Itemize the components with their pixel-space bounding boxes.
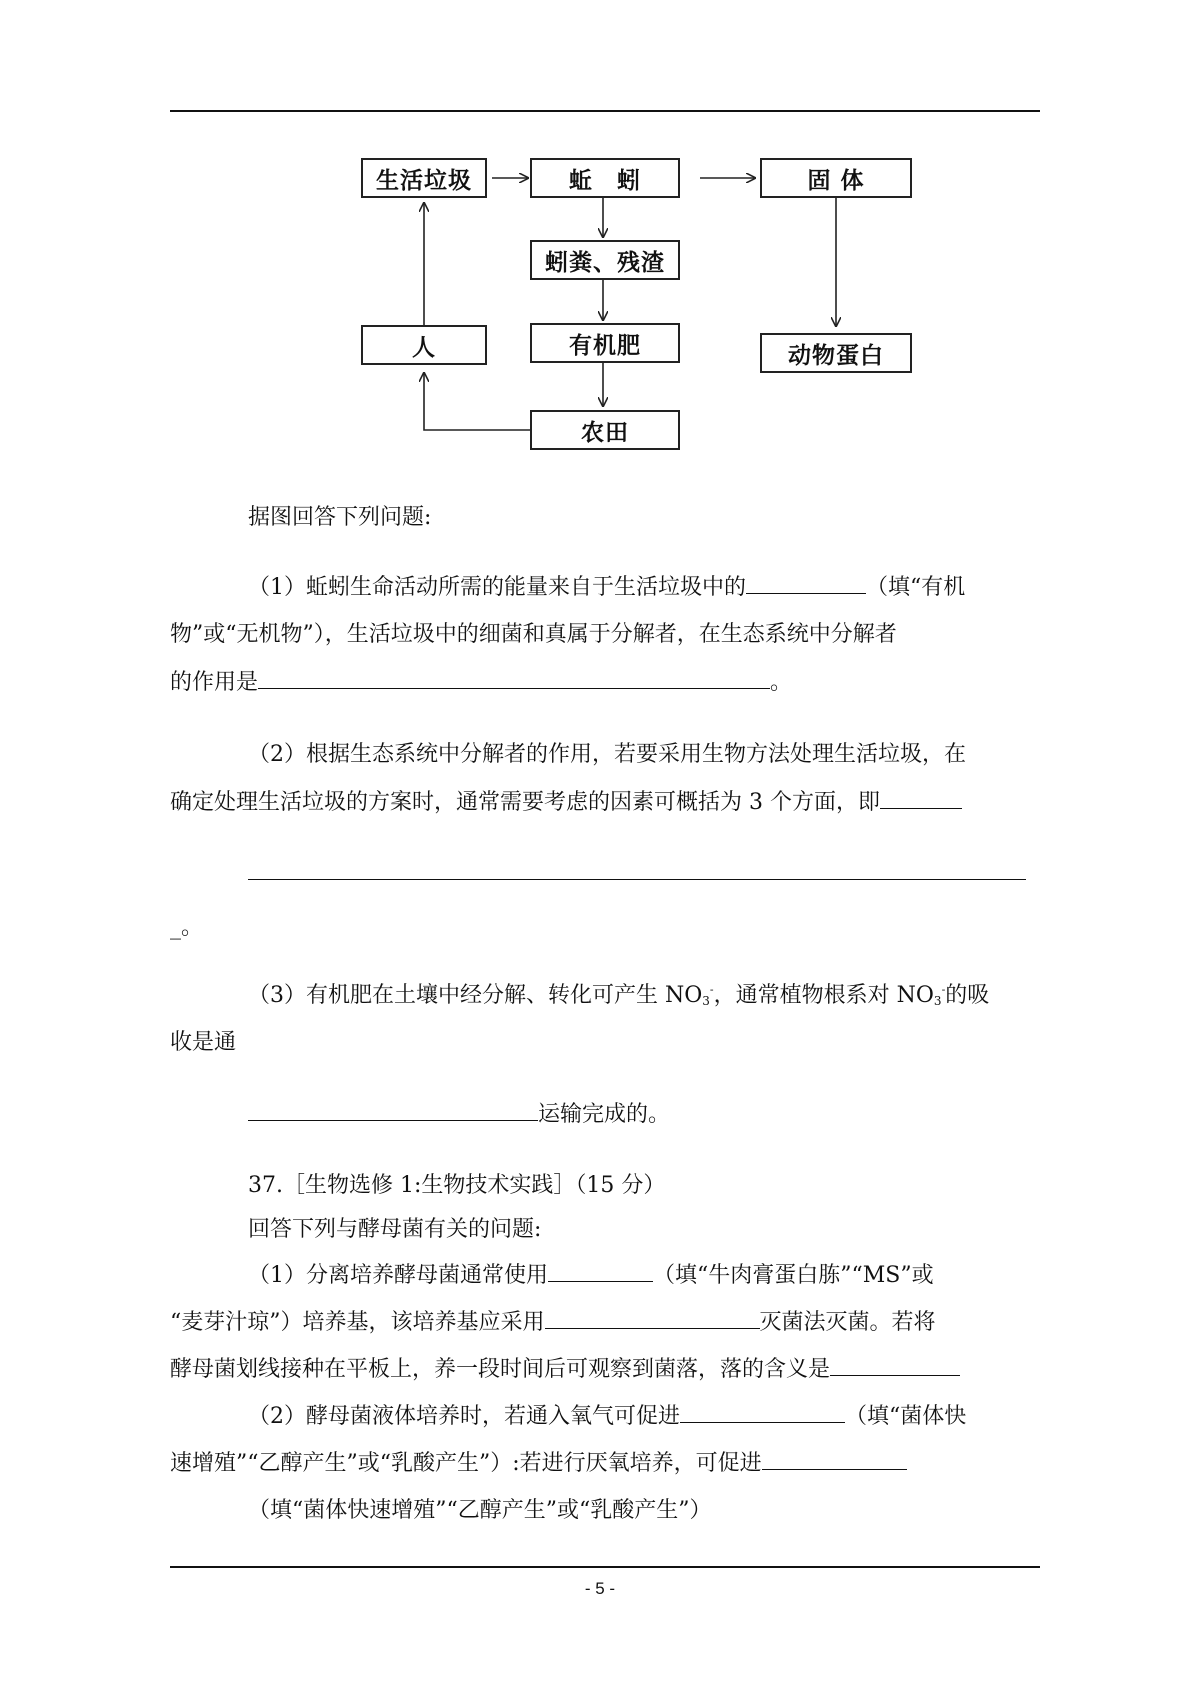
intro-line xyxy=(248,500,1118,531)
node-fertilizer: 有机肥 xyxy=(530,323,680,363)
q37-p2c: 速增殖”“乙醇产生”或“乳酸产生”）:若进行厌氧培养，可促进 xyxy=(170,1451,762,1477)
node-garbage: 生活垃圾 xyxy=(361,158,487,198)
q37-p1d: 灭菌法灭菌。若将 xyxy=(759,1310,936,1336)
node-protein: 动物蛋白 xyxy=(760,333,912,373)
q3-line-1 xyxy=(248,978,1118,1009)
q3-ion-sub-1: 3 xyxy=(702,994,710,1008)
q37-p1e: 酵母菌划线接种在平板上，养一段时间后可观察到菌落，落的含义是 xyxy=(170,1357,831,1383)
q3-text-e: 运输完成的。 xyxy=(538,1102,671,1128)
q37-title-text: 37.［生物选修 1:生物技术实践］（15 分） xyxy=(248,1173,666,1198)
q37-p1b: （填“牛肉膏蛋白胨”“MS”或 xyxy=(653,1263,934,1289)
q1-text-e: 。 xyxy=(770,670,793,696)
q2-blank-1[interactable] xyxy=(880,785,962,809)
q3-ion-sub-2: 3 xyxy=(933,994,942,1008)
q37-p1c: “麦芽汁琼”）培养基，该培养基应采用 xyxy=(170,1310,545,1336)
q1-text-c: 物”或“无机物”），生活垃圾中的细菌和真属于分解者，在生态系统中分解者 xyxy=(170,622,897,647)
q3-line-2 xyxy=(170,1025,1040,1056)
q3-text-b: ，通常植物根系对 NO xyxy=(713,983,934,1008)
q37-p1-line-3 xyxy=(170,1352,1040,1383)
arrow-farmland-to-human xyxy=(424,373,530,430)
q3-ion-sup-2: - xyxy=(941,983,946,996)
intro-text: 据图回答下列问题: xyxy=(248,505,432,530)
q1-blank-1[interactable] xyxy=(746,570,866,594)
q37-p1-line-1 xyxy=(248,1258,1118,1289)
q37-intro xyxy=(248,1212,1118,1243)
q2-blank-2[interactable] xyxy=(248,862,1026,880)
q1-text-b: （填“有机 xyxy=(866,575,966,601)
q2-text-b: 确定处理生活垃圾的方案时，通常需要考虑的因素可概括为 3 个方面，即 xyxy=(170,790,880,816)
q2-text-a: （2）根据生态系统中分解者的作用，若要采用生物方法处理生活垃圾，在 xyxy=(248,742,966,767)
q3-text-d: 收是通 xyxy=(170,1030,237,1055)
q37-blank-3[interactable] xyxy=(830,1352,960,1376)
q1-line-2 xyxy=(170,617,1040,648)
diagram-arrows xyxy=(0,0,1200,470)
q2-line-end xyxy=(170,910,1040,941)
q37-p1-line-2 xyxy=(170,1305,1040,1336)
q37-blank-2[interactable] xyxy=(545,1305,760,1329)
q3-blank[interactable] xyxy=(248,1097,538,1121)
q37-title xyxy=(248,1168,1118,1199)
q1-blank-2[interactable] xyxy=(258,665,770,689)
page-number: - 5 - xyxy=(584,1579,616,1598)
q2-line-2 xyxy=(170,785,1040,816)
q3-text-a: （3）有机肥在土壤中经分解、转化可产生 NO xyxy=(248,983,703,1008)
q2-line-1 xyxy=(248,737,1118,768)
node-solid: 固 体 xyxy=(760,158,912,198)
node-earthworm: 蚯 蚓 xyxy=(530,158,680,198)
q3-line-3 xyxy=(248,1097,1118,1128)
node-human: 人 xyxy=(361,325,487,365)
footer-rule xyxy=(170,1566,1040,1568)
q37-p1a: （1）分离培养酵母菌通常使用 xyxy=(248,1263,548,1289)
q37-intro-text: 回答下列与酵母菌有关的问题: xyxy=(248,1217,542,1242)
q37-p2d: （填“菌体快速增殖”“乙醇产生”或“乳酸产生”） xyxy=(248,1498,712,1523)
q1-line-1 xyxy=(248,570,1118,601)
q37-blank-4[interactable] xyxy=(680,1399,845,1423)
node-farmland: 农田 xyxy=(530,410,680,450)
q37-p2-line-3 xyxy=(248,1493,1118,1524)
node-castings: 蚓粪、残渣 xyxy=(530,240,680,280)
q37-p2b: （填“菌体快 xyxy=(845,1404,967,1430)
q1-text-d: 的作用是 xyxy=(170,670,259,696)
q3-text-c: 的吸 xyxy=(945,983,990,1008)
q37-p2a: （2）酵母菌液体培养时，若通入氧气可促进 xyxy=(248,1404,680,1430)
q1-text-a: （1）蚯蚓生命活动所需的能量来自于生活垃圾中的 xyxy=(248,575,746,601)
q1-line-3 xyxy=(170,665,1040,696)
q37-blank-1[interactable] xyxy=(548,1258,653,1282)
q2-end-text: _。 xyxy=(170,915,204,940)
q37-p2-line-2 xyxy=(170,1446,1040,1477)
q37-blank-5[interactable] xyxy=(762,1446,907,1470)
q3-ion-sup-1: - xyxy=(709,983,714,996)
q37-p2-line-1 xyxy=(248,1399,1118,1430)
